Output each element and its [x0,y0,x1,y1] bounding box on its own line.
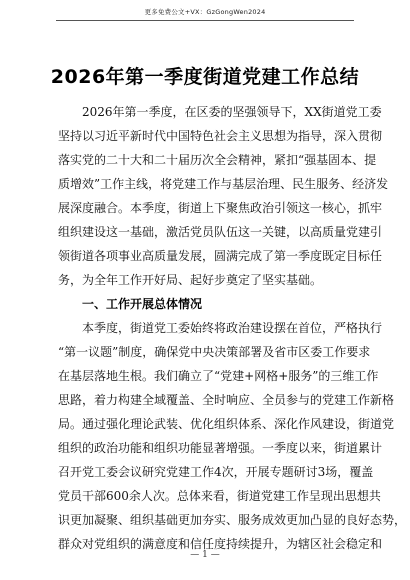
section-heading: 一、工作开展总体情况 [82,297,203,311]
paragraph-line: 局。通过强化理论武装、优化组织体系、深化作风建设，街道党 [58,417,395,431]
paragraph-line: 务，为全年工作开好局、起好步奠定了坚实基础。 [58,273,323,287]
paragraph-line: 领街道各项事业高质量发展，圆满完成了第一季度既定目标任 [58,249,383,263]
paragraph-line: “第一议题”制度，确保党中央决策部署及省市区委工作要求 [58,345,371,359]
paragraph-line: 党员干部600余人次。总体来看，街道党建工作呈现出思想共 [58,489,381,503]
header-note: 更多免费公文+VX：GzGongWen2024 [144,8,266,16]
paragraph-line: 思路，着力构建全域覆盖、全时响应、全员参与的党建工作新格 [58,393,395,407]
paragraph-line: 召开党工委会议研究党建工作4次，开展专题研讨3场，覆盖 [58,465,374,479]
header-divider [56,20,354,21]
paragraph-line: 落实党的二十大和二十届历次全会精神，紧扣“强基固本、提 [58,153,377,167]
paragraph-line: 本季度，街道党工委始终将政治建设摆在首位，严格执行 [82,321,383,335]
document-body [58,100,407,556]
paragraph-line: 群众对党组织的满意度和信任度持续提升，为辖区社会稳定和 [58,537,383,551]
paragraph-line: 识更加凝聚、组织基础更加夯实、服务成效更加凸显的良好态势， [58,513,407,527]
document-title: 2026年第一季度街道党建工作总结 [50,66,360,88]
paragraph-line: 组织建设这一基础，激活党员队伍这一关键，以高质量党建引 [58,225,383,239]
paragraph-line: 坚持以习近平新时代中国特色社会主义思想为指导，深入贯彻 [58,129,383,143]
paragraph-line: 展深度融合。本季度，街道上下聚焦政治引领这一核心，抓牢 [58,201,383,215]
paragraph-line: 质增效”工作主线，将党建工作与基层治理、民生服务、经济发 [58,177,389,191]
paragraph-line: 2026年第一季度，在区委的坚强领导下，XX街道党工委 [82,105,382,119]
section-paragraph [58,316,407,556]
intro-paragraph [58,100,389,292]
paragraph-line: 组织的政治功能和组织功能显著增强。一季度以来，街道累计 [58,441,383,455]
paragraph-line: 在基层落地生根。我们确立了“党建+网格+服务”的三维工作 [58,369,379,383]
page-number: — 1 — [190,550,220,560]
